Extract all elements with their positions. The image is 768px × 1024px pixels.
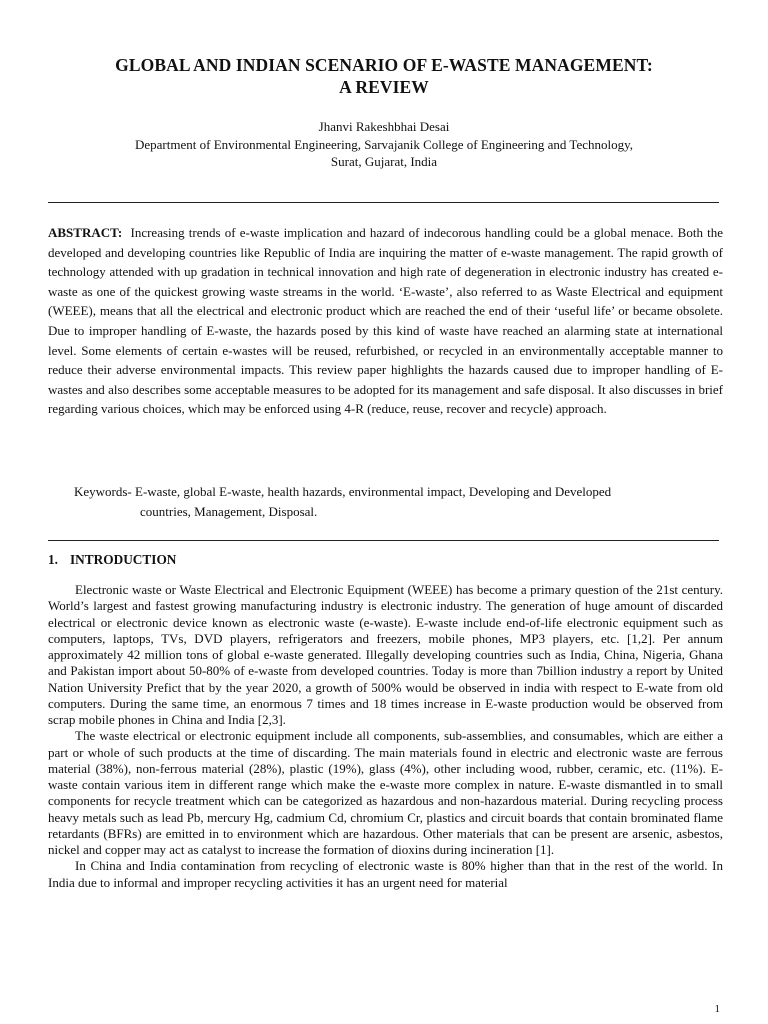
author-name: Jhanvi Rakeshbhai Desai [318,119,450,134]
abstract [48,223,723,419]
abstract-label: ABSTRACT: [48,225,123,240]
abstract-text: Increasing trends of e-waste implication and hazard of indecorous handling could be a global menace. Both the developed and developing countries like Republic of India are inquiring the matter of e-waste management. The rapid growth of technology attended with up gradation in technical innovation and high rate of degeneration in electronic industry has created e-waste as one of the quickest growing waste streams in the world. ‘E-waste’, also referred to as Waste Electrical and equipment (WEEE), means that all the electrical and electronic product which are reached the end of their ‘useful life’ or became obsolete. Due to improper handling of E-waste, the hazards posed by this kind of waste have reached an alarming state at international level. Some elements of certain e-wastes will be reused, refurbished, or recycled in an environmentally acceptable manner to reduce their adverse environmental impacts. This review paper highlights the hazards caused due to improper handling of E-wastes and also describes some acceptable measures to be adopted for its management and safe disposal. It also discusses in brief regarding various choices, which may be enforced using 4-R (reduce, reuse, recover and recycle) approach. [48,225,723,417]
header-divider [48,202,719,203]
paper-title-line-2: A REVIEW [339,77,429,97]
author-affiliation-line-1: Department of Environmental Engineering, Sarvajanik College of Engineering and Technology, [135,136,633,152]
intro-paragraph-2: The waste electrical or electronic equipment include all components, sub-assemblies, and consumables, which are either a part or whole of such products at the time of discarding. The main materials found in electric and electronic waste are ferrous material (38%), non-ferrous material (28%), plastic (19%), glass (4%), other including wood, rubber, ceramic, etc. (11%). E-waste contain various item in different range which make the e-waste more complex in nature. E-waste dismantled in to small components for recycle treatment which can be categorized as hazardous and non-hazardous material. During recycling process heavy metals such as lead Pb, mercury Hg, cadmium Cd, chromium Cr, plastics and circuit boards that contain brominated flame retardants (BFRs) are emitted in to environment which are hazardous. Other materials that can be present are arsenic, asbestos, nickel and copper may act as catalyst to increase the formation of dioxins during incineration [1]. [48,728,723,857]
introduction-body [48,582,723,891]
section-title: INTRODUCTION [70,552,177,567]
author-affiliation-line-2: Surat, Gujarat, India [330,154,438,169]
intro-paragraph-1: Electronic waste or Waste Electrical and Electronic Equipment (WEEE) has become a primary question of the 21st century. World’s largest and fastest growing manufacturing industry is electronic industry. The generation of huge amount of discarded electrical or electronic device known as electronic waste (e-waste). E-waste include end-of-life electronic equipment such as computers, laptops, TVs, DVD players, refrigerators and freezers, mobile phones, MP3 players, etc. [1,2]. Per annum approximately 42 million tons of global e-waste generated. Illegally developing countries such as India, China, Nigeria, Ghana and Pakistan import about 50-80% of e-waste from developed countries. Today is more than 7billion industry a report by United Nation University Prefict that by the year 2020, a growth of 500% would be observed in india with respect to E-wate from old computers. During the same time, an enormous 7 times and 18 times increase in E-waste production would be observed from scrap mobile phones in China and India [2,3]. [48,582,723,727]
intro-paragraph-3: In China and India contamination from recycling of electronic waste is 80% higher than that in the rest of the world. In India due to informal and improper recycling activities it has an urgent need for material [48,858,723,890]
keywords-line-1: Keywords- E-waste, global E-waste, health hazards, environmental impact, Developing and Developed [74,484,612,499]
section-number: 1. [48,552,58,567]
keywords-line-2: countries, Management, Disposal. [140,503,318,519]
paper-title-line-1: GLOBAL AND INDIAN SCENARIO OF E-WASTE MANAGEMENT: [115,55,653,75]
keywords [74,482,723,521]
page-number: 1 [714,1003,720,1015]
keywords-divider [48,540,719,541]
section-heading-introduction [48,550,176,569]
